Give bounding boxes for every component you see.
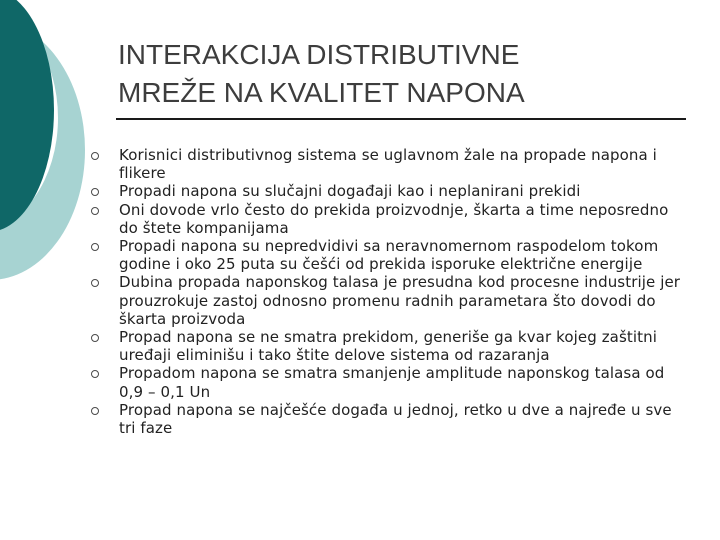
list-item — [88, 273, 688, 328]
hollow-circle-bullet-icon — [91, 370, 99, 378]
bullet-text: Propad napona se ne smatra prekidom, generiše ga kvar kojeg zaštitni uređaji eliminišu i tako štite delove sistema od razaranja — [119, 328, 657, 365]
bullet-text: Propadi napona su nepredvidivi sa neravnomernom raspodelom tokom godine i oko 25 puta su češći od prekida isporuke električne energije — [119, 237, 659, 274]
bullet-text: Oni dovode vrlo često do prekida proizvodnje, škarta a time neposredno do štete kompanijama — [119, 200, 669, 237]
hollow-circle-bullet-icon — [91, 152, 99, 160]
hollow-circle-bullet-icon — [91, 188, 99, 196]
hollow-circle-bullet-icon — [91, 243, 99, 251]
bullet-text: Korisnici distributivnog sistema se uglavnom žale na propade napona i flikere — [119, 146, 657, 183]
list-item — [88, 201, 688, 237]
list-item — [88, 237, 688, 273]
hollow-circle-bullet-icon — [91, 407, 99, 415]
bullet-text: Propadi napona su slučajni događaji kao i neplanirani prekidi — [119, 182, 581, 201]
bullet-text: Propadom napona se smatra smanjenje amplitude naponskog talasa od 0,9 – 0,1 Un — [119, 364, 665, 401]
list-item — [88, 146, 688, 182]
bullet-text: Propad napona se najčešće događa u jednoj, retko u dve a najređe u sve tri faze — [119, 400, 672, 438]
bullet-text: Dubina propada naponskog talasa je presudna kod procesne industrije jer prouzrokuje zastoj odnosno promenu radnih parametara što dovodi do škarta proizvoda — [119, 273, 681, 328]
title-divider — [116, 118, 686, 120]
hollow-circle-bullet-icon — [91, 334, 99, 342]
list-item — [88, 328, 688, 364]
bullet-list — [88, 146, 688, 437]
slide-title-line-1: INTERAKCIJA DISTRIBUTIVNE — [118, 39, 520, 70]
hollow-circle-bullet-icon — [91, 279, 99, 287]
list-item — [88, 401, 688, 437]
list-item — [88, 182, 688, 200]
slide-title — [118, 36, 678, 112]
slide-title-line-2: MREŽE NA KVALITET NAPONA — [118, 77, 525, 108]
list-item — [88, 364, 688, 400]
hollow-circle-bullet-icon — [91, 207, 99, 215]
